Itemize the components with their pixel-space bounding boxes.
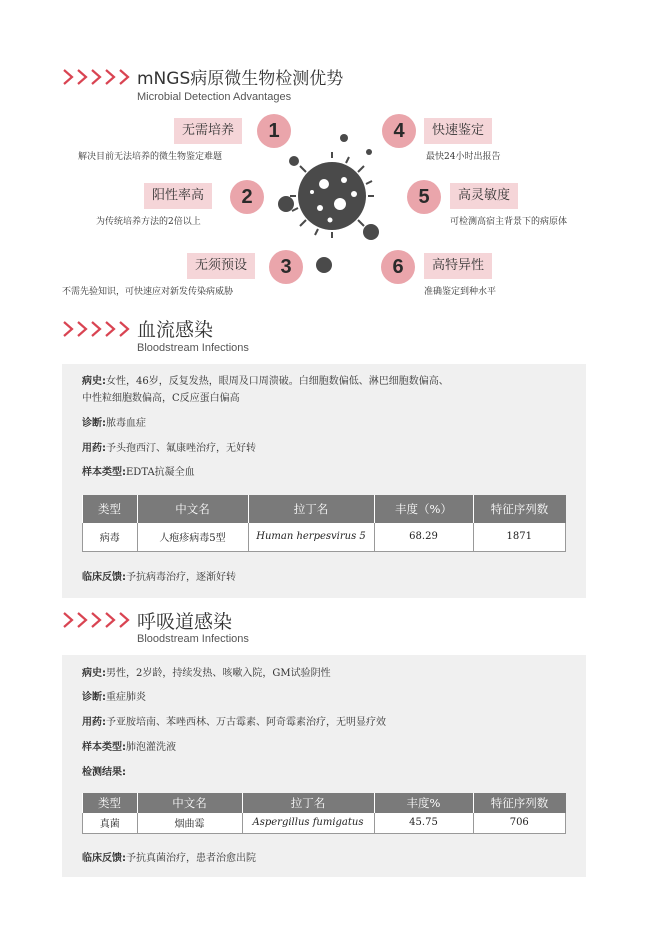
table-cell: Aspergillus fumigatus <box>242 813 374 833</box>
case1-title: 血流感染 <box>137 319 214 341</box>
medication-text: 予亚胺培南、苯唑西林、万古霉素、阿奇霉素治疗，无明显疗效 <box>106 717 386 728</box>
history-text: 男性，2岁龄，持续发热、咳嗽入院，GM试验阴性 <box>106 668 331 679</box>
advantage-label-5: 高灵敏度 <box>450 183 518 209</box>
history-label: 病史: <box>82 376 106 387</box>
table-header: 拉丁名 <box>242 793 374 813</box>
advantage-number-2: 2 <box>230 180 264 214</box>
case2-feedback <box>82 851 256 867</box>
chevron-arrows-icon <box>62 610 134 630</box>
chevron-arrows-icon <box>62 67 134 87</box>
case1-result-table <box>82 495 566 552</box>
history-label: 病史: <box>82 668 106 679</box>
table-cell: Human herpesvirus 5 <box>248 523 374 551</box>
advantage-number-3: 3 <box>269 250 303 284</box>
table-cell: 45.75 <box>374 813 473 833</box>
case2-card <box>62 655 586 877</box>
table-cell: 1871 <box>473 523 566 551</box>
medication-label: 用药: <box>82 717 106 728</box>
table-header: 拉丁名 <box>248 495 374 523</box>
chevron-arrows-icon <box>62 319 134 339</box>
sample-text: 肺泡灌洗液 <box>126 742 176 753</box>
case2-history <box>82 666 331 682</box>
advantage-desc-2: 为传统培养方法的2倍以上 <box>96 217 201 227</box>
table-header: 类型 <box>83 793 138 813</box>
table-header: 特征序列数 <box>473 495 566 523</box>
feedback-text: 予抗病毒治疗，逐渐好转 <box>126 572 236 583</box>
case2-result-table <box>82 793 566 834</box>
diagnosis-text: 脓毒血症 <box>106 418 146 429</box>
advantage-number-1: 1 <box>257 114 291 148</box>
case1-diagnosis <box>82 416 146 432</box>
case2-title: 呼吸道感染 <box>137 611 233 633</box>
advantage-desc-3: 不需先验知识，可快速应对新发传染病威胁 <box>62 287 234 297</box>
feedback-text: 予抗真菌治疗，患者治愈出院 <box>126 853 256 864</box>
advantage-label-4: 快速鉴定 <box>424 118 492 144</box>
advantage-label-1: 无需培养 <box>174 118 242 144</box>
table-header: 特征序列数 <box>473 793 566 813</box>
sample-label: 样本类型: <box>82 467 126 478</box>
table-cell: 706 <box>473 813 566 833</box>
advantage-label-6: 高特异性 <box>424 253 492 279</box>
table-cell: 烟曲霉 <box>137 813 242 833</box>
case1-feedback <box>82 570 236 586</box>
sample-label: 样本类型: <box>82 742 126 753</box>
result-label: 检测结果: <box>82 767 126 778</box>
table-cell: 人疱疹病毒5型 <box>137 523 248 551</box>
case1-card <box>62 364 586 598</box>
advantage-number-4: 4 <box>382 114 416 148</box>
case2-sample <box>82 740 176 756</box>
table-cell: 真菌 <box>83 813 138 833</box>
advantages-subtitle: Microbial Detection Advantages <box>137 91 292 103</box>
table-header: 中文名 <box>137 793 242 813</box>
advantage-desc-4: 最快24小时出报告 <box>426 152 501 162</box>
medication-label: 用药: <box>82 443 106 454</box>
case1-history <box>82 374 449 390</box>
medication-text: 予头孢西汀、氟康唑治疗，无好转 <box>106 443 256 454</box>
history-text: 女性，46岁，反复发热，眼周及口周溃破。白细胞数偏低、淋巴细胞数偏高、 <box>106 376 449 387</box>
table-header: 类型 <box>83 495 138 523</box>
case2-subtitle: Bloodstream Infections <box>137 633 249 645</box>
case1-sample <box>82 465 195 481</box>
feedback-label: 临床反馈: <box>82 572 126 583</box>
diagnosis-label: 诊断: <box>82 692 106 703</box>
advantages-title: mNGS病原微生物检测优势 <box>137 69 344 89</box>
case1-history-cont: 中性粒细胞数偏高，C反应蛋白偏高 <box>82 393 240 404</box>
case1-medication <box>82 441 256 457</box>
case2-medication <box>82 715 386 731</box>
diagnosis-text: 重症肺炎 <box>106 692 146 703</box>
table-header: 丰度% <box>374 793 473 813</box>
advantage-label-3: 无须预设 <box>187 253 255 279</box>
advantage-label-2: 阳性率高 <box>144 183 212 209</box>
case2-diagnosis <box>82 690 146 706</box>
table-row <box>83 523 566 551</box>
advantage-number-5: 5 <box>407 180 441 214</box>
table-row <box>83 813 566 833</box>
case2-result <box>82 765 126 781</box>
table-header: 中文名 <box>137 495 248 523</box>
sample-text: EDTA抗凝全血 <box>126 467 195 478</box>
table-cell: 病毒 <box>83 523 138 551</box>
diagnosis-label: 诊断: <box>82 418 106 429</box>
feedback-label: 临床反馈: <box>82 853 126 864</box>
advantage-desc-6: 准确鉴定到种水平 <box>424 287 497 297</box>
table-cell: 68.29 <box>374 523 473 551</box>
table-header: 丰度（%） <box>374 495 473 523</box>
advantage-number-6: 6 <box>381 250 415 284</box>
advantage-desc-5: 可检测高宿主背景下的病原体 <box>450 217 568 227</box>
case1-subtitle: Bloodstream Infections <box>137 342 249 354</box>
advantage-desc-1: 解决目前无法培养的微生物鉴定难题 <box>78 152 223 162</box>
